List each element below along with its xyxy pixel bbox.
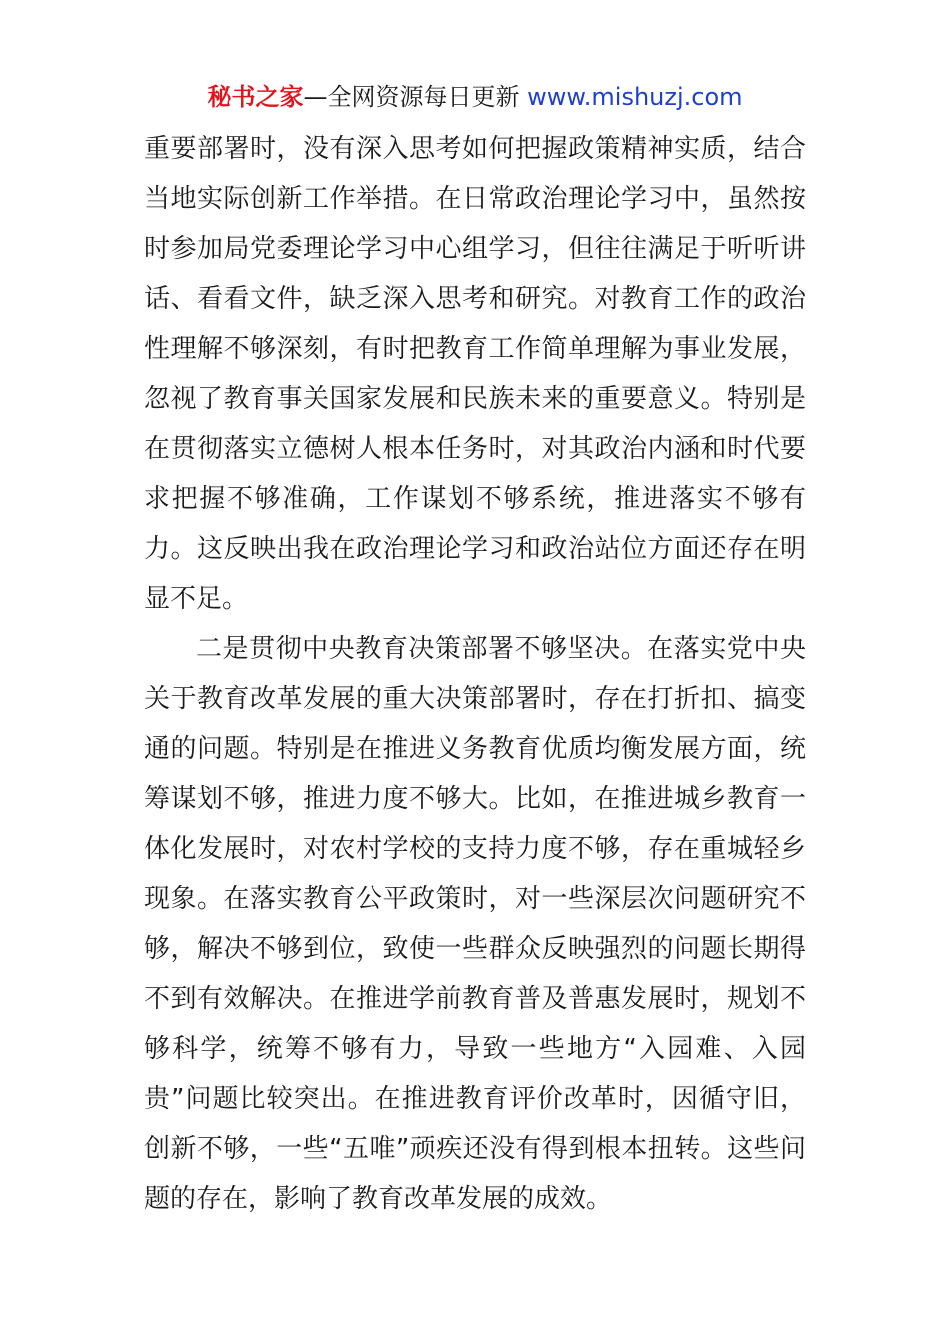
paragraph-continued: 重要部署时，没有深入思考如何把握政策精神实质，结合当地实际创新工作举措。在日常政治理论学习中，虽然按时参加局党委理论学习中心组学习，但往往满足于听听讲话、看看文件，缺乏深入思考和研究。对教育工作的政治性理解不够深刻，有时把教育工作简单理解为事业发展，忽视了教育事关国家发展和民族未来的重要意义。特别是在贯彻落实立德树人根本任务时，对其政治内涵和时代要求把握不够准确，工作谋划不够系统，推进落实不够有力。这反映出我在政治理论学习和政治站位方面还存在明显不足。 [144,134,806,614]
document-body [144,124,806,1224]
site-tagline: —全网资源每日更新 [303,83,528,111]
site-brand: 秘书之家 [207,83,304,111]
site-url-link[interactable]: www.mishuzj.com [527,83,743,111]
page-header [0,80,950,114]
paragraph-point-two: 二是贯彻中央教育决策部署不够坚决。在落实党中央关于教育改革发展的重大决策部署时，存在打折扣、搞变通的问题。特别是在推进义务教育优质均衡发展方面，统筹谋划不够，推进力度不够大。比如，在推进城乡教育一体化发展时，对农村学校的支持力度不够，存在重城轻乡现象。在落实教育公平政策时，对一些深层次问题研究不够，解决不够到位，致使一些群众反映强烈的问题长期得不到有效解决。在推进学前教育普及普惠发展时，规划不够科学，统筹不够有力，导致一些地方“入园难、入园贵”问题比较突出。在推进教育评价改革时，因循守旧，创新不够，一些“五唯”顽疾还没有得到根本扭转。这些问题的存在，影响了教育改革发展的成效。 [144,634,806,1214]
